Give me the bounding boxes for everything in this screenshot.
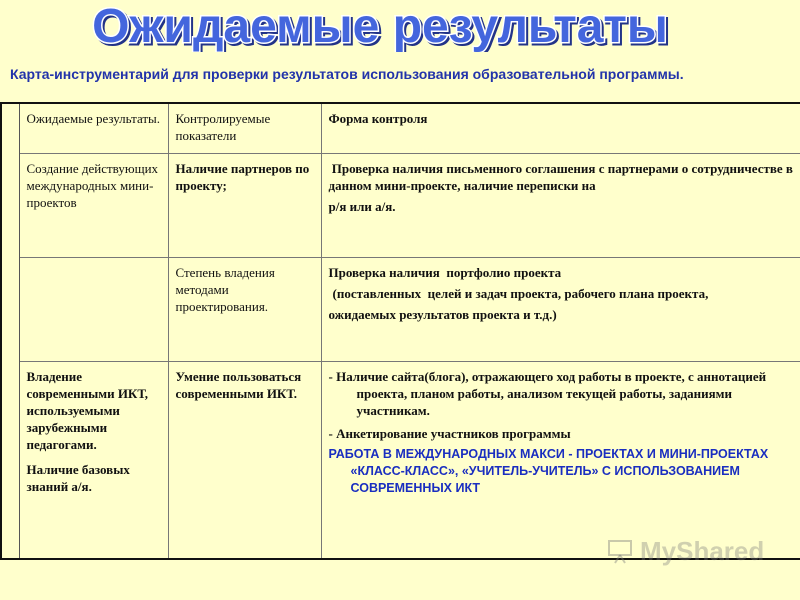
results-table xyxy=(0,102,800,560)
row3-control xyxy=(321,361,800,559)
row1-indicator: Наличие партнеров по проекту; xyxy=(168,153,321,257)
row1-control-text-2: р/я или а/я. xyxy=(328,198,396,214)
table-row xyxy=(1,257,800,361)
row3-result-text-2: Наличие базовых знаний а/я. xyxy=(26,461,130,494)
row1-control xyxy=(321,153,800,257)
header-control-form: Форма контроля xyxy=(321,103,800,153)
watermark: MyShared xyxy=(640,536,765,566)
left-margin-column xyxy=(1,103,19,559)
row3-result xyxy=(19,361,168,559)
page-title xyxy=(60,0,700,52)
header-indicators: Контролируемые показатели xyxy=(168,103,321,153)
row3-result-text: Владение современными ИКТ, используемыми зарубежными педагогами. xyxy=(26,368,148,452)
table-row xyxy=(1,153,800,257)
row3-indicator: Умение пользоваться современными ИКТ. xyxy=(168,361,321,559)
row2-control-text-3: ожидаемых результатов проекта и т.д.) xyxy=(328,306,557,322)
presentation-icon xyxy=(606,537,636,565)
row3-control-text-2: - Анкетирование участников программы xyxy=(328,425,571,441)
table-header-row xyxy=(1,103,800,153)
page-title-text: Ожидаемые результаты xyxy=(92,0,668,52)
row3-control-highlight: РАБОТА В МЕЖДУНАРОДНЫХ МАКСИ - ПРОЕКТАХ И МИНИ-ПРОЕКТАХ «КЛАСС-КЛАСС», «УЧИТЕЛЬ-УЧИТЕЛЬ» С ИСПОЛЬЗОВАНИЕМ СОВРЕМЕННЫХ ИКТ xyxy=(328,446,769,495)
row2-control-text: Проверка наличия портфолио проекта xyxy=(328,264,562,280)
row1-result: Создание действующих международных мини-проектов xyxy=(19,153,168,257)
table-row xyxy=(1,361,800,559)
header-expected-results: Ожидаемые результаты. xyxy=(19,103,168,153)
row1-control-text: Проверка наличия письменного соглашения с партнерами о сотрудничестве в данном мини-проекте, наличие переписки на xyxy=(328,160,797,193)
row2-control-text-2: (поставленных целей и задач проекта, рабочего плана проекта, xyxy=(332,285,709,301)
row2-control xyxy=(321,257,800,361)
row2-result xyxy=(19,257,168,361)
row3-control-text: - Наличие сайта(блога), отражающего ход работы в проекте, с аннотацией проекта, планом работы, анализом текущей работы, заданиями участникам. xyxy=(328,368,767,418)
row2-indicator: Степень владения методами проектирования. xyxy=(168,257,321,361)
subtitle: Карта-инструментарий для проверки результатов использования образовательной программы. xyxy=(10,66,684,82)
